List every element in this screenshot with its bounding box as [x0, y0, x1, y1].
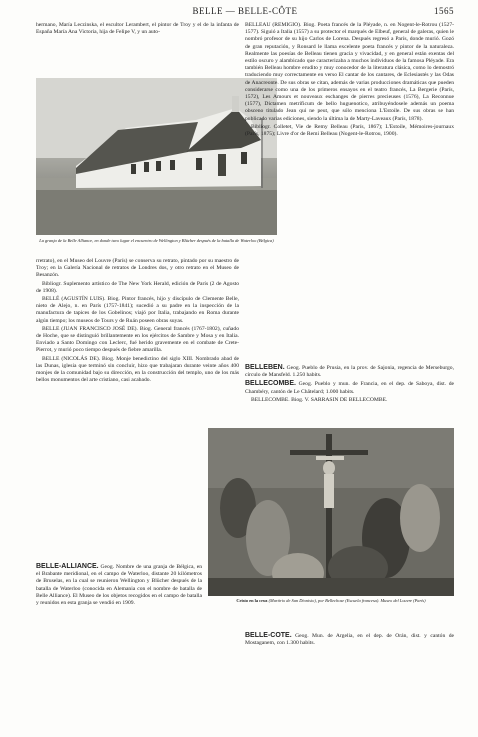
headword: BELLECOMBE.	[245, 380, 296, 388]
paragraph: BELLE (NICOLÁS DE). Biog. Monje benedictino del siglo XIII. Nombrado abad de las Dunas, iglesia que terminó sin concluir, hizo que trabajaran durante veinte años 400 monjes de la comunidad bajo su dirección, en la construcción del templo, uno de los más bellos monumentos del arte cristiano, casi acabado.	[36, 355, 239, 384]
paragraph: BELLEAU (REMIGIO). Biog. Poeta francés de la Pléyade, n. en Nogent-le-Rotrou (1527-1577). Siguió a Italia (1557) a su protector el marqués de Elbeuf, general de galeras, quien le nombró profesor de su hijo Carlos de Lorena. Después regresó a París, donde murió. Gozó de gran reputación, y Ronsard le llama excelente poeta francés y pintor de la naturaleza. Realmente las poesías de Belleau tienen gracia y vivacidad, y en general están exentas del estilo oscuro y alambicado que caracterizaba a muchos individuos de la famosa Pléyade. Era también Belleau hombre erudito y muy conocedor de la literatura clásica, como lo demostró traduciendo muy correctamente en verso El cantar de los cantares, de Eclesiastés y las Odas de Anacreonte. De sus obras se citan, además de varias producciones dramáticas que pueden considerarse como una de los primeros ensayos en el teatro francés, La Bergerie (París, 1572), Les Amours et nouveaux eschanges de pierres precieuses (1576), La Reconnue (1577), Dictamen metrificum de bello huguenotico, atribuyéndosele además un poema obsceno titulado Jean qui ne peut, que sólo menciona L'Estoile. De sus obras se han publicado varias ediciones, siendo la última la de Marty-Laveaux (París, 1878).	[245, 22, 454, 122]
headword: BELLE-CÔTE.	[245, 632, 292, 639]
entry-text: Geog. Pueblo y mun. de Francia, en el dep. de Saboya, dist. de Chambéry, cantón de Le Châtelard; 1.000 habits.	[245, 381, 454, 395]
paragraph: Bibliogr. Suplemento artístico de The New York Herald, edición de París (2 de Agosto de 1908).	[36, 280, 239, 294]
right-column-entries	[245, 364, 454, 426]
entry-text: Geog. Nombre de una granja de Bélgica, en el Brabante meridional, en el campo de Waterloo, distante 20 kilómetros de Bruselas, en la cual se reunieron Wellington y Blücher después de la batalla de Waterloo (conocida en Alemania con el nombre de batalla de Belle Alliance). El Museo de los objetos recogidos en el campo de batalla y reunidos en esta granja se vendió en 1909.	[36, 564, 202, 607]
caption-rest: (Martirio de San Dionisio), por Bellechose (Escuela francesa). Museo del Louvre (París)	[268, 598, 426, 603]
entry-belle-cote	[245, 632, 454, 668]
page-header	[36, 6, 454, 18]
entry-text: Geog. Mun. de Argelia, en el dep. de Orán, dist. y cantón de Mostaganem, con 1.300 habits.	[245, 633, 454, 647]
paragraph: BELLE (JUAN FRANCISCO JOSÉ DE). Biog. General francés (1767-1802), cuñado de Hoche, que se distinguió brillantemente en los ejércitos de Sambre y Mosa y en Italia. Enviado a Santo Domingo con Leclerc, fué herido gravemente en el combate de Crete-Pierrot, y murió poco tiempo después de fiebre amarilla.	[36, 325, 239, 354]
caption-title: Cristo en la cruz	[236, 598, 268, 603]
page-number: 1565	[434, 6, 454, 16]
farm-illustration	[36, 78, 277, 235]
paragraph: BELLÉ (AGUSTÍN LUIS). Biog. Pintor francés, hijo y discípulo de Clemente Belle, nieto de Alejo, n. en París (1757-1841); sucedió a su padre en la inspección de la manufactura de tapices de los Gobelinos; viajó por Italia, trabajando en Roma durante algún tiempo; los museos de Tours y de Ruán poseen obras suyas.	[36, 296, 239, 324]
figure2-caption	[208, 598, 454, 612]
right-column-top	[245, 22, 454, 364]
entry-text: Geog. Pueblo de Prusia, en la prov. de Sajonia, regencia de Merseburgo, círculo de Mansfeld. 1.250 habits.	[245, 365, 454, 379]
paragraph: rretrato), en el Museo del Louvre (París) se conserva su retrato, pintado por su maestro de Troy; en la Galería Nacional de retratos de Londres dos, y otro retrato en el Museo de Besanzón.	[36, 258, 239, 279]
farm-photo	[36, 78, 277, 235]
paragraph: hermano, María Leczinska, el escultor Lerambert, el pintor de Troy y el de la infanta de España María Ana Victoria, hija de Felipe V, y un auto-	[36, 22, 239, 36]
headword: BELLE-ALLIANCE.	[36, 563, 99, 570]
crucifixion-painting	[208, 428, 454, 596]
paragraph: Bibliogr. Colletet, Vie de Remy Belleau (París, 1867); L'Estoile, Mémoires-journaux (París, 1875); Livre d'or de Remi Belleau (Nogent-le-Rotrou, 1900).	[245, 123, 454, 138]
entry-belle-alliance	[36, 563, 202, 671]
figure1-caption: La granja de la Belle Alliance, en donde tuvo lugar el encuentro de Wellington y Blücher después de la batalla de Waterloo (Bélgica)	[39, 238, 274, 243]
painting-photo	[208, 428, 454, 596]
paragraph: BELLECOMBE. Biog. V. SARRASIN DE BELLECOMBE.	[251, 396, 388, 403]
left-column-top	[36, 22, 239, 48]
running-title: BELLE — BELLE-CÔTE	[192, 6, 298, 16]
headword: BELLEBEN.	[245, 364, 285, 371]
